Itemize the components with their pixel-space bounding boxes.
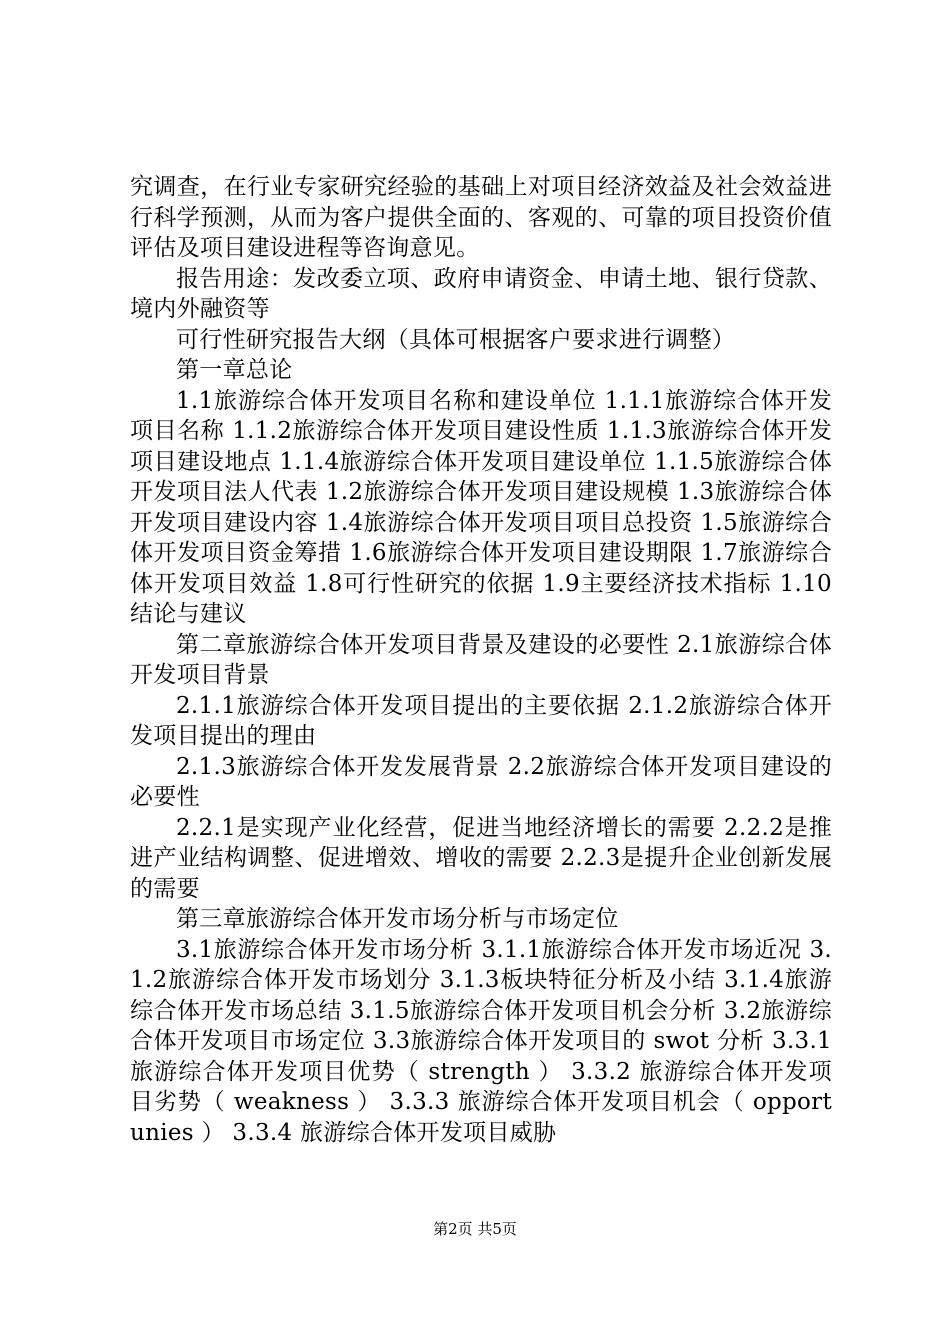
- chapter-1-contents: 1.1旅游综合体开发项目名称和建设单位 1.1.1旅游综合体开发项目名称 1.1.2旅游综合体开发项目建设性质 1.1.3旅游综合体开发项目建设地点 1.1.4旅游综合体开发项目建设单位 1.1.5旅游综合体开发项目法人代表 1.2旅游综合体开发项目建设规模 1.3旅游综合体开发项目建设内容 1.4旅游综合体开发项目项目总投资 1.5旅游综合体开发项目资金筹措 1.6旅游综合体开发项目建设期限 1.7旅游综合体开发项目效益 1.8可行性研究的依据 1.9主要经济技术指标 1.10结论与建议: [130, 387, 832, 627]
- chapter-3-contents: 3.1旅游综合体开发市场分析 3.1.1旅游综合体开发市场近况 3.1.2旅游综合体开发市场划分 3.1.3板块特征分析及小结 3.1.4旅游综合体开发市场总结 3.1.5旅游综合体开发项目机会分析 3.2旅游综合体开发项目市场定位 3.3旅游综合体开发项目的 swot 分析 3.3.1 旅游综合体开发项目优势（ strength ） 3.3.2 旅游综合体开发项目劣势（ weakness ） 3.3.3 旅游综合体开发项目机会（ opportunies ） 3.3.4 旅游综合体开发项目威胁: [130, 936, 832, 1146]
- chapter-2-section-2-1-1: 2.1.1旅游综合体开发项目提出的主要依据 2.1.2旅游综合体开发项目提出的理由: [130, 692, 832, 749]
- chapter-1-heading: 第一章总论: [176, 357, 293, 383]
- page-footer: 第2页 共5页: [433, 1220, 517, 1238]
- chapter-2-section-2-1-3: 2.1.3旅游综合体开发发展背景 2.2旅游综合体开发项目建设的必要性: [130, 753, 832, 810]
- chapter-2-section-2-2-1: 2.2.1是实现产业化经营，促进当地经济增长的需要 2.2.2是推进产业结构调整、促进增效、增收的需要 2.2.3是提升企业创新发展的需要: [130, 814, 832, 902]
- chapter-3-heading: 第三章旅游综合体开发市场分析与市场定位: [176, 906, 619, 932]
- document-body: [130, 172, 832, 1148]
- paragraph-report-usage: 报告用途：发改委立项、政府申请资金、申请土地、银行贷款、境内外融资等: [130, 265, 832, 322]
- paragraph-intro-continuation: 究调查，在行业专家研究经验的基础上对项目经济效益及社会效益进行科学预测，从而为客户提供全面的、客观的、可靠的项目投资价值评估及项目建设进程等咨询意见。: [130, 174, 832, 261]
- chapter-2-heading: 第二章旅游综合体开发项目背景及建设的必要性 2.1旅游综合体开发项目背景: [130, 631, 832, 688]
- paragraph-outline-heading: 可行性研究报告大纲（具体可根据客户要求进行调整）: [176, 326, 736, 353]
